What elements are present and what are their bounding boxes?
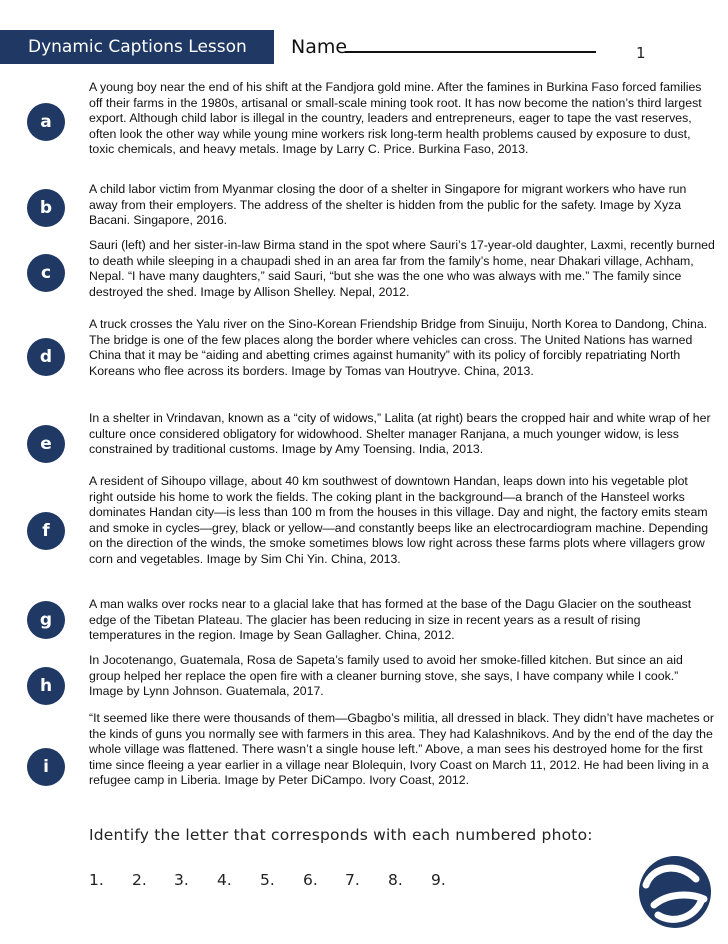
caption-text: A child labor victim from Myanmar closing the door of a shelter in Singapore for migrant workers who have run away from their employers. The address of the shelter is hidden from the public for the safety. Image by Xyza Bacani. Singapore, 2016. [89,182,687,228]
caption-text: A man walks over rocks near to a glacial lake that has formed at the base of the Dagu Glacier on the southeast edge of the Tibetan Plateau. The glacier has been reducing in size in recent years as a result of rising temperatures in the region. Image by Sean Gallagher. China, 2012. [89,597,692,643]
letter-badge: c [27,254,65,292]
caption-text: A resident of Sihoupo village, about 40 km southwest of downtown Handan, leaps down into his vegetable plot right outside his home to work the fields. The coking plant in the background—a branch of the Hansteel works dominates Handan city—is less than 100 m from the houses in this village. Day and night, the factory emits steam and smoke in cycles—grey, black or yellow—and constantly beeps like an electrocardiogram machine. Depending on the direction of the winds, the smoke sometimes blows low right across these farms plots where villagers grow corn and vegetables. Image by Sim Chi Yin. China, 2013. [89,474,709,566]
letter-badge: h [27,667,65,705]
page-number: 1 [636,44,646,62]
answer-number: 3. [174,871,189,889]
lesson-title: Dynamic Captions Lesson [28,37,247,57]
caption-text: In Jocotenango, Guatemala, Rosa de Sapeta’s family used to avoid her smoke-filled kitchen. But since an aid group helped her replace the open fire with a cleaner burning stove, she says, I have company while I cook.” Image by Lynn Johnson. Guatemala, 2017. [89,653,683,699]
name-field-line[interactable] [345,51,596,53]
letter-badge: g [27,601,65,639]
caption-text: In a shelter in Vrindavan, known as a “city of widows,” Lalita (at right) bears the cropped hair and white wrap of her culture once considered obligatory for widowhood. Shelter manager Ranjana, a much younger widow, is less constrained by traditional customs. Image by Amy Toensing. India, 2013. [89,411,711,457]
answer-number: 2. [132,871,147,889]
caption-text: Sauri (left) and her sister-in-law Birma stand in the spot where Sauri’s 17-year-old daughter, Laxmi, recently burned to death while sleeping in a chaupadi shed in an area far from the family’s home, near Dhakari village, Achham, Nepal. “I have many daughters,” said Sauri, “but she was the one who was always with me.” The family since destroyed the shed. Image by Allison Shelley. Nepal, 2012. [89,238,715,299]
letter-badge: a [27,103,65,141]
matching-instructions: Identify the letter that corresponds with each numbered photo: [89,826,593,844]
letter-badge: e [27,425,65,463]
letter-badge: d [27,338,65,376]
letter-badge: b [27,189,65,227]
answer-number: 7. [345,871,360,889]
brand-logo-icon [638,855,712,929]
lesson-title-bar [0,30,274,64]
answer-number: 1. [89,871,104,889]
answer-number: 6. [303,871,318,889]
caption-text: A truck crosses the Yalu river on the Sino-Korean Friendship Bridge from Sinuiju, North Korea to Dandong, China. The bridge is one of the few places along the border where vehicles can cross. The United Nations has warned China that it may be “aiding and abetting crimes against humanity” with its policy of forcibly repatriating North Koreans who flee across its borders. Image by Tomas van Houtryve. China, 2013. [89,317,708,378]
answer-number: 9. [431,871,446,889]
name-label: Name [291,36,348,58]
letter-badge: f [27,512,65,550]
letter-badge: i [27,748,65,786]
answer-number: 8. [388,871,403,889]
answer-number: 4. [217,871,232,889]
answer-number: 5. [260,871,275,889]
caption-text: “It seemed like there were thousands of them—Gbagbo’s militia, all dressed in black. They didn’t have machetes or the kinds of guns you normally see with farmers in this area. They had Kalashnikovs. And by the end of the day the whole village was flattened. There wasn’t a single house left.” Above, a man sees his destroyed home for the first time since fleeing a year earlier in a village near Blolequin, Ivory Coast on March 11, 2012. He had been living in a refugee camp in Liberia. Image by Peter DiCampo. Ivory Coast, 2012. [89,711,714,788]
caption-text: A young boy near the end of his shift at the Fandjora gold mine. After the famines in Burkina Faso forced families off their farms in the 1980s, artisanal or small-scale mining took root. It has now become the nation’s third largest export. Although child labor is illegal in the country, leaders and entrepreneurs, eager to tape the vast reserves, often look the other way while young mine workers risk long-term health problems caused by exposure to dust, toxic chemicals, and heavy metals. Image by Larry C. Price. Burkina Faso, 2013. [89,80,702,157]
